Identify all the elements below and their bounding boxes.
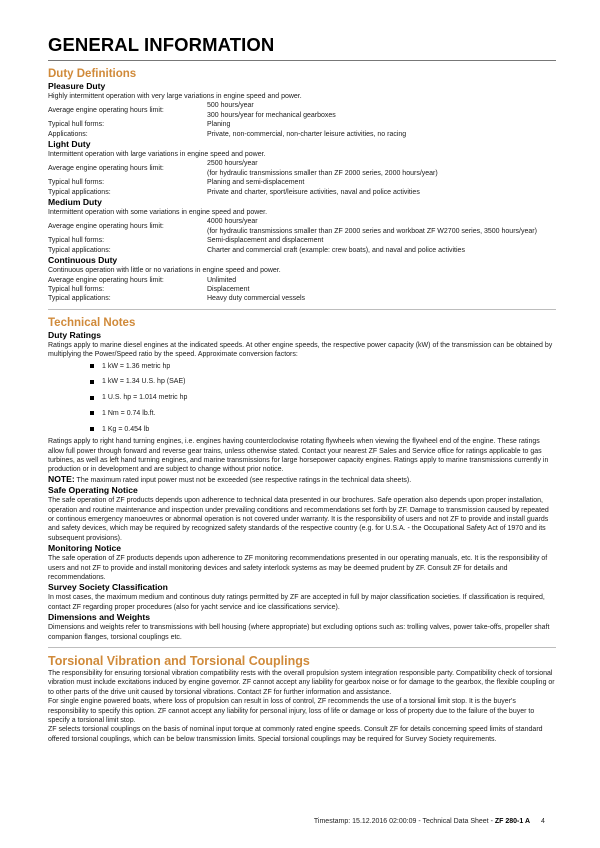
page-content: [48, 34, 556, 744]
footer-model: ZF 280-1 A: [494, 818, 530, 825]
pleasure-duty-block: [48, 81, 556, 139]
torsional-paragraph-3: ZF selects torsional couplings on the basis of nominal input torque at commonly rated engine speeds. Consult ZF for details concerning speed limits of standard offered torsional couplings, which can be below transmission limits. Special torsional couplings may be required for Survey Society requirements.: [48, 726, 543, 743]
survey-body: In most cases, the maximum medium and continous duty ratings permitted by ZF are accepted in full by major classification societies. If classification is required, contact ZF regarding proper procedures (also for yacht service and ice classifications service).: [48, 594, 545, 611]
duty-definitions-heading: Duty Definitions: [48, 68, 137, 80]
safe-operating-body: The safe operation of ZF products depends upon adherence to technical data presented in our brochures. Safe operation also depends upon proper installation, operation and routine maintenance and inspection under prevailing conditions and recommendations set forth by ZF. Damage to transmission caused by repeated or continous emergency manoeuvres or abnormal operation is not covered under warranty. It is the responsibility of users and not ZF to provide and install guards and safety devices, which may be required by recognized safety standards of the respective country (e.g. for U.S.A. - the Occupational Safety Act of 1970 and its subsequent provisions).: [48, 497, 549, 542]
light-hull-value: Planing and semi-displacement: [207, 179, 305, 187]
continuous-hull-value: Displacement: [207, 285, 250, 293]
light-applications-row: [48, 188, 556, 197]
pleasure-applications-row: [48, 130, 556, 139]
medium-duty-block: [48, 197, 556, 255]
continuous-applications-key: Typical applications:: [48, 295, 111, 303]
dimensions-body: Dimensions and weights refer to transmissions with bell housing (where appropriate) but excluding options such as: trolling valves, power take-offs, propeller shaft companion flanges, torsional couplings etc.: [48, 624, 550, 641]
continuous-hours-row: [48, 276, 556, 285]
note-label: NOTE:: [48, 473, 75, 484]
pleasure-hours-key: Average engine operating hours limit:: [48, 107, 164, 115]
torsional-paragraph-1: The responsibility for ensuring torsional vibration compatibility rests with the overall propulsion system integration responsible party. Compatibility check of torsional vibration must include excitations induced by engine governor. ZF cannot accept any liability for gearbox noise or for damage to the gearbox, the flexible coupling or to other parts of the drive unit caused by torsional vibrations. Contact ZF for further information and assistance.: [48, 670, 555, 696]
section-divider: [48, 647, 556, 648]
medium-hull-key: Typical hull forms:: [48, 237, 105, 245]
medium-duty-title: Medium Duty: [48, 197, 102, 208]
light-duty-block: [48, 139, 556, 197]
light-hull-row: [48, 178, 556, 187]
continuous-hours-key: Average engine operating hours limit:: [48, 276, 164, 284]
footer-timestamp: [314, 817, 530, 826]
medium-hours-value-1: 4000 hours/year: [207, 218, 258, 226]
pleasure-applications-value: Private, non-commercial, non-charter leisure activities, no racing: [207, 130, 407, 138]
continuous-duty-block: [48, 255, 556, 304]
pleasure-duty-desc: Highly intermittent operation with very large variations in engine speed and power.: [48, 93, 302, 100]
light-hours-row: [48, 159, 556, 178]
page-number: 4: [541, 818, 545, 825]
pleasure-duty-title: Pleasure Duty: [48, 81, 106, 91]
duty-ratings-title: Duty Ratings: [48, 329, 101, 340]
duty-ratings-body: Ratings apply to right hand turning engines, i.e. engines having counterclockwise rotating flywheels when viewing the flywheel end of the engine. These ratings allow full power through forward and reverse gear trains, unless otherwise stated. Contact your nearest ZF Sales and Service office for ratings applicable to gas turbines, as well as left hand turning engines, and marine transmissions for large horsepower capacity engines. Ratings apply to marine transmissions currently in production or in development and are subject to change without prior notice.: [48, 438, 549, 474]
list-item: 1 U.S. hp = 1.014 metric hp: [90, 393, 556, 402]
list-item: 1 kW = 1.34 U.S. hp (SAE): [90, 377, 556, 386]
medium-applications-row: [48, 246, 556, 255]
monitoring-title: Monitoring Notice: [48, 543, 122, 554]
survey-title: Survey Society Classification: [48, 582, 168, 593]
light-applications-key: Typical applications:: [48, 188, 111, 196]
title-rule: [48, 60, 556, 61]
light-hours-key: Average engine operating hours limit:: [48, 165, 164, 173]
light-applications-value: Private and charter, sport/leisure activities, naval and police activities: [207, 188, 420, 196]
pleasure-hull-key: Typical hull forms:: [48, 121, 105, 129]
technical-notes-heading: Technical Notes: [48, 316, 136, 329]
light-hours-value-1: 2500 hours/year: [207, 160, 258, 168]
dimensions-title: Dimensions and Weights: [48, 612, 151, 623]
light-hull-key: Typical hull forms:: [48, 179, 105, 187]
pleasure-hours-value-2: 300 hours/year for mechanical gearboxes: [207, 111, 336, 119]
torsional-heading: Torsional Vibration and Torsional Couplings: [48, 654, 310, 669]
medium-hull-value: Semi-displacement and displacement: [207, 237, 324, 245]
page-title: GENERAL INFORMATION: [48, 34, 275, 55]
medium-duty-desc: Intermittent operation with some variations in engine speed and power.: [48, 209, 268, 217]
duty-ratings-intro: Ratings apply to marine diesel engines at the indicated speeds. At other engine speeds, the respective power capacity (kW) of the transmission can be obtained by multiplying the Power/Speed ratio by the speed. Approximate conversion factors:: [48, 341, 553, 359]
medium-applications-value: Charter and commercial craft (example: crew boats), and naval and police activities: [207, 246, 465, 254]
torsional-paragraph-2: For single engine powered boats, where loss of propulsion can result in loss of control, ZF recommends the use of a torsional limit stop. It is the buyer's responsibility to specify this option. ZF cannot accept any liability for personal injury, loss of life or damage or loss of property due to the failure of the buyer to specify a torsional limit stop.: [48, 698, 535, 725]
medium-hours-value-2: (for hydraulic transmissions smaller than ZF 2000 series and workboat ZF W2700 series, 3500 hours/year): [207, 227, 537, 235]
continuous-hull-row: [48, 285, 556, 294]
light-duty-title: Light Duty: [48, 139, 91, 150]
light-hours-value-2: (for hydraulic transmissions smaller than ZF 2000 series, 2000 hours/year): [207, 169, 438, 177]
continuous-applications-value: Heavy duty commercial vessels: [207, 295, 306, 303]
conversion-factors-list: [90, 362, 556, 435]
pleasure-hours-value-1: 500 hours/year: [207, 102, 254, 110]
continuous-hours-value: Unlimited: [207, 276, 237, 284]
pleasure-hull-row: [48, 120, 556, 129]
pleasure-hours-row: [48, 101, 556, 120]
continuous-hull-key: Typical hull forms:: [48, 285, 105, 293]
pleasure-hull-value: Planing: [207, 121, 231, 129]
section-divider: [48, 309, 556, 310]
medium-applications-key: Typical applications:: [48, 246, 111, 254]
list-item: 1 kW = 1.36 metric hp: [90, 362, 556, 371]
list-item: 1 Nm = 0.74 lb.ft.: [90, 409, 556, 418]
safe-operating-title: Safe Operating Notice: [48, 485, 138, 496]
list-item: 1 Kg = 0.454 lb: [90, 425, 556, 434]
pleasure-applications-key: Applications:: [48, 130, 88, 138]
footer-prefix: Timestamp: 15.12.2016 02:00:09 - Technical Data Sheet -: [313, 818, 495, 825]
continuous-duty-title: Continuous Duty: [48, 255, 118, 266]
medium-hours-key: Average engine operating hours limit:: [48, 223, 164, 231]
continuous-duty-desc: Continuous operation with little or no variations in engine speed and power.: [48, 267, 281, 275]
medium-hull-row: [48, 236, 556, 245]
note-text: The maximum rated input power must not be exceeded (see respective ratings in the technical data sheets).: [74, 476, 412, 484]
note-paragraph: [48, 475, 556, 485]
medium-hours-row: [48, 217, 556, 236]
continuous-applications-row: [48, 294, 556, 303]
monitoring-body: The safe operation of ZF products depends upon adherence to ZF monitoring recommendations presented in our operating manuals, etc. It is the responsibility of users and not ZF to provide and install monitoring devices and safety interlock systems as may be deemed prudent by ZF. Consult ZF for details and recommendations.: [48, 555, 548, 581]
light-duty-desc: Intermittent operation with large variations in engine speed and power.: [48, 151, 266, 159]
